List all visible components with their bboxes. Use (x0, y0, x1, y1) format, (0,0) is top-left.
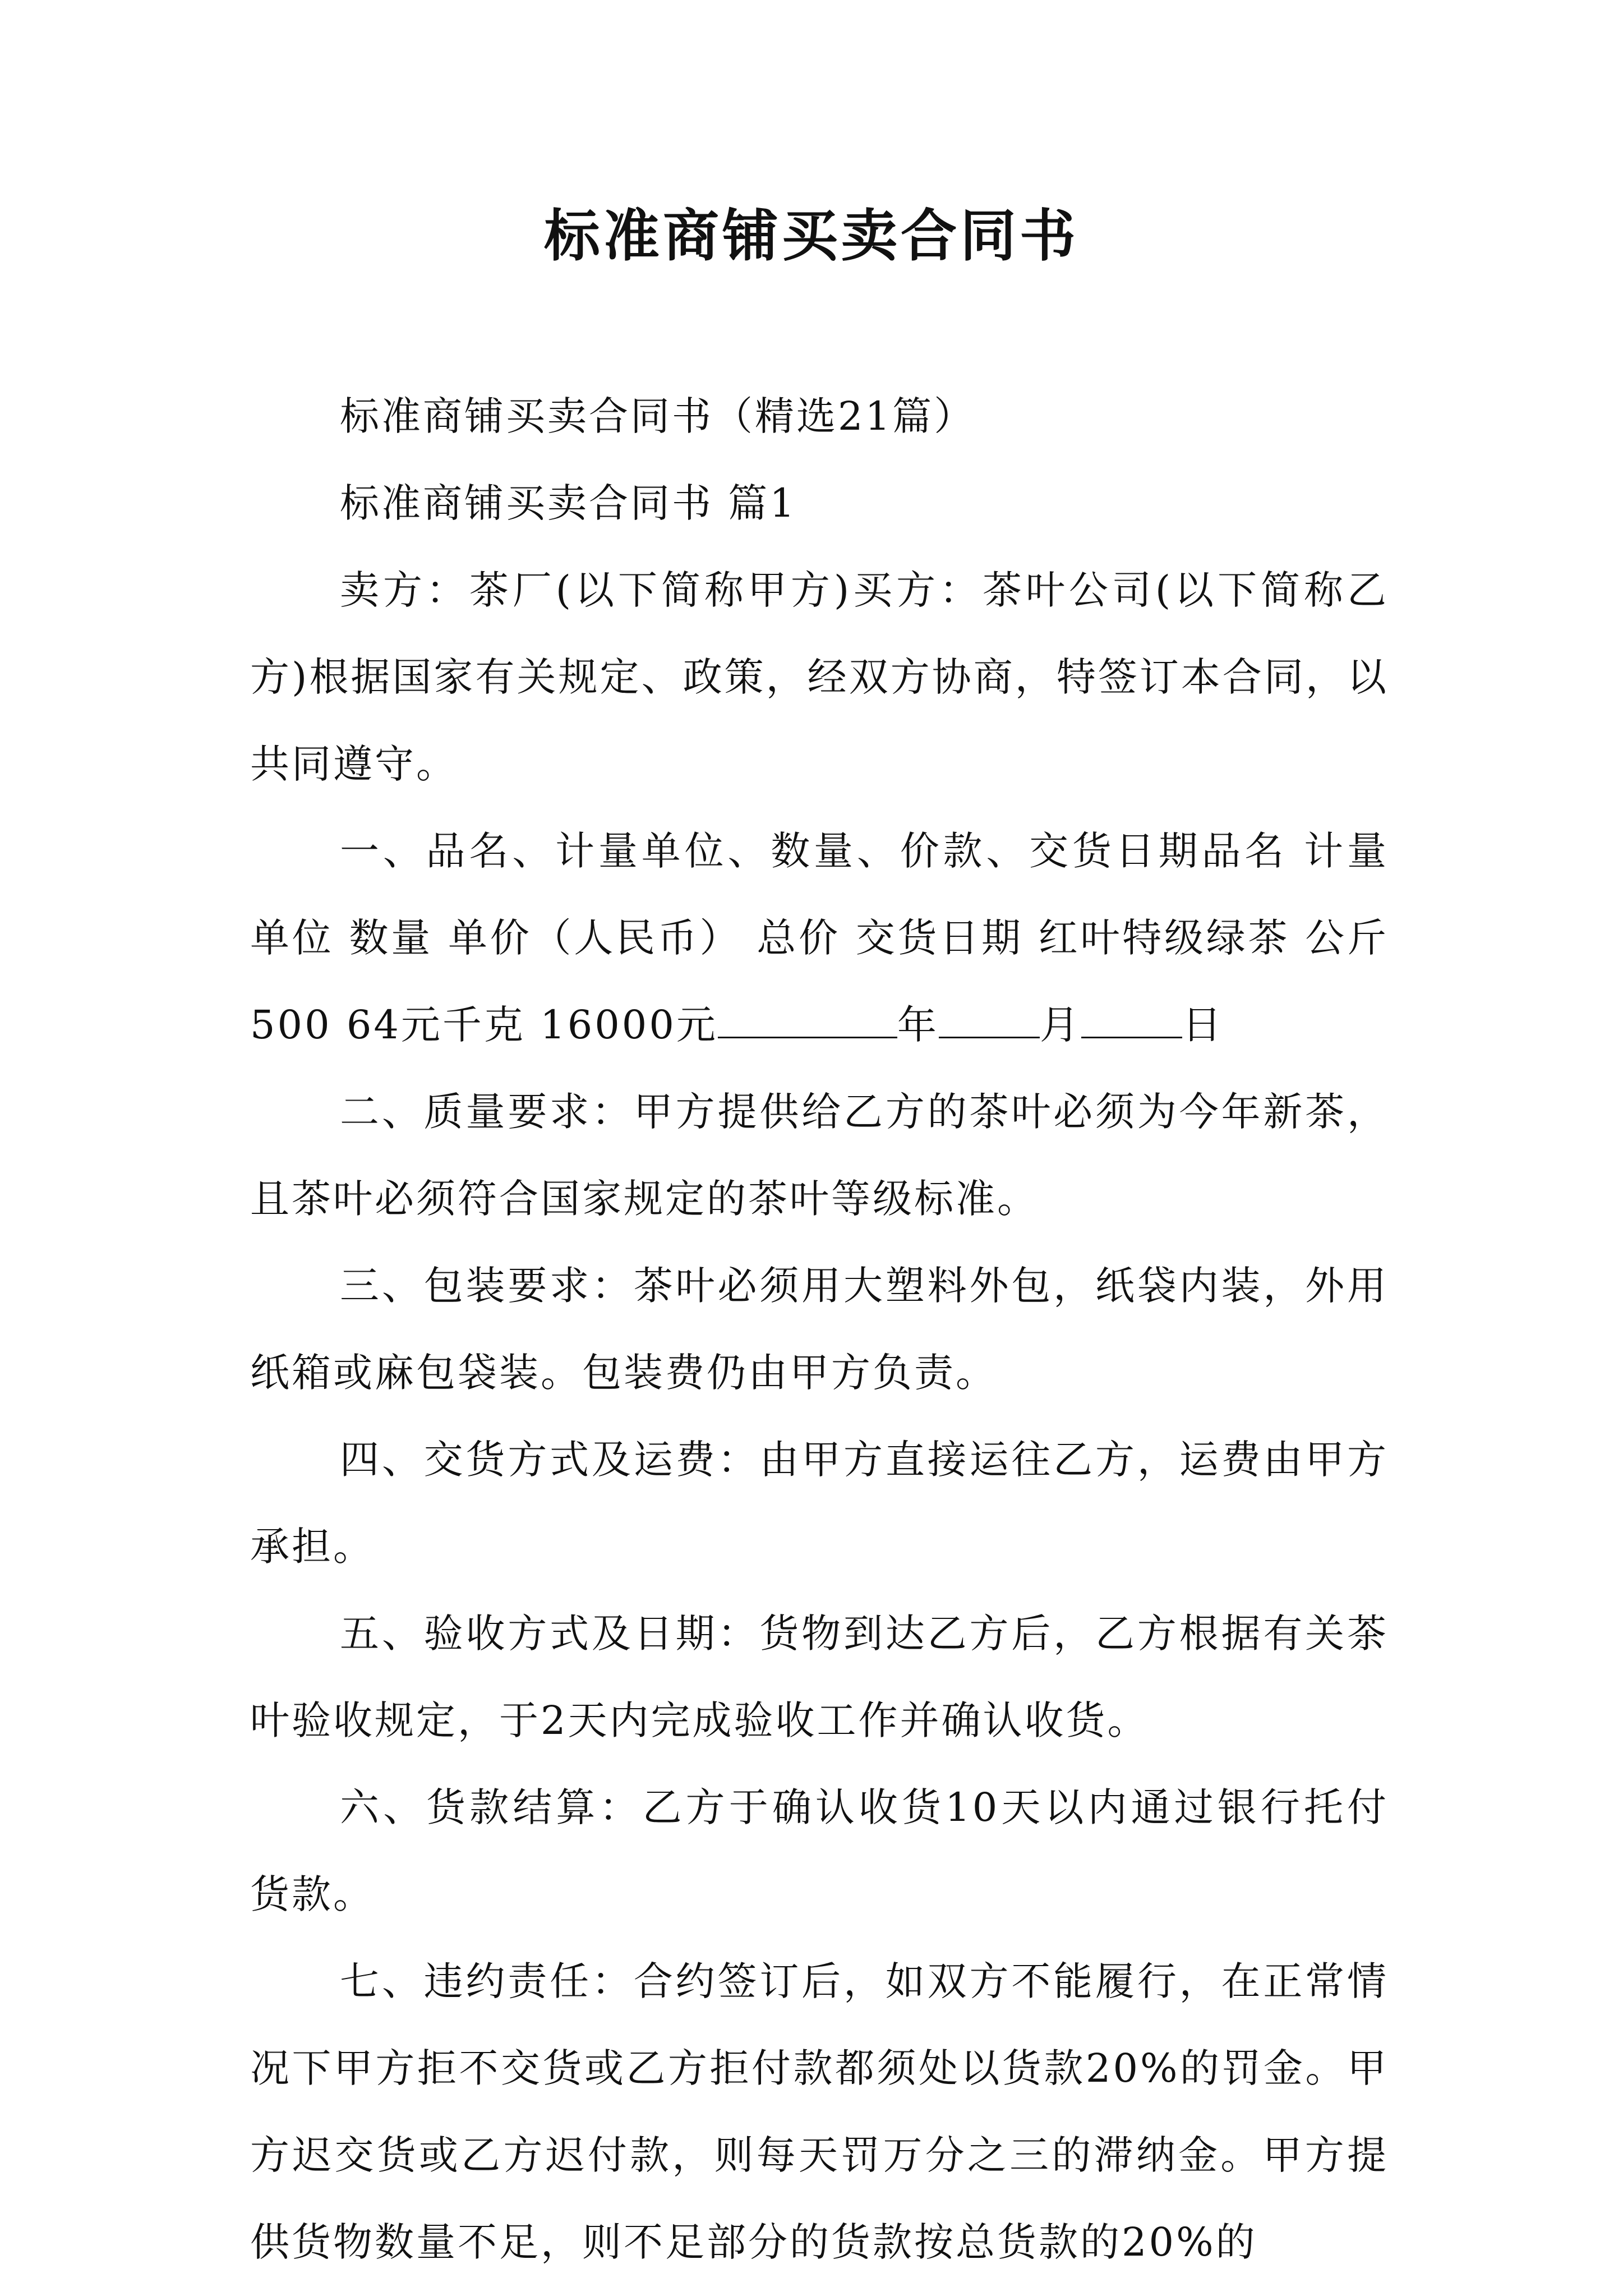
parties-paragraph: 卖方：茶厂(以下简称甲方)买方：茶叶公司(以下简称乙方)根据国家有关规定、政策，经双方协商，特签订本合同，以共同遵守。 (250, 567, 1389, 787)
section-heading: 标准商铺买卖合同书 篇1 (340, 480, 797, 526)
item-7-paragraph: 七、违约责任：合约签订后，如双方不能履行，在正常情况下甲方拒不交货或乙方拒付款都须处以货款20%的罚金。甲方迟交货或乙方迟付款，则每天罚万分之三的滞纳金。甲方提供货物数量不足，则不足部分的货款按总货款的20%的 (250, 1958, 1389, 2265)
day-label: 日 (1182, 1002, 1224, 1048)
item-6-paragraph: 六、货款结算：乙方于确认收货10天以内通过银行托付货款。 (250, 1784, 1389, 1917)
month-blank (939, 997, 1040, 1038)
item-1-text: 一、品名、计量单位、数量、价款、交货日期品名 计量单位 数量 单价（人民币） 总价 交货日期 红叶特级绿茶 公斤 500 64元千克 16000元 (250, 828, 1389, 1048)
item-4-paragraph: 四、交货方式及运费：由甲方直接运往乙方，运费由甲方承担。 (250, 1437, 1389, 1570)
document-title: 标准商铺买卖合同书 (544, 203, 1079, 269)
year-blank (718, 997, 897, 1038)
document-body (250, 373, 1389, 2286)
item-3-paragraph: 三、包装要求：茶叶必须用大塑料外包，纸袋内装，外用纸箱或麻包袋装。包装费仍由甲方负责。 (250, 1263, 1389, 1396)
day-blank (1081, 997, 1182, 1038)
item-2-paragraph: 二、质量要求：甲方提供给乙方的茶叶必须为今年新茶，且茶叶必须符合国家规定的茶叶等级标准。 (250, 1089, 1389, 1222)
item-1-paragraph (250, 808, 1389, 1069)
month-label: 月 (1039, 1002, 1081, 1048)
item-5-paragraph: 五、验收方式及日期：货物到达乙方后，乙方根据有关茶叶验收规定，于2天内完成验收工作并确认收货。 (250, 1611, 1389, 1743)
document-subtitle: 标准商铺买卖合同书（精选21篇） (340, 393, 976, 439)
year-label: 年 (897, 1002, 939, 1048)
